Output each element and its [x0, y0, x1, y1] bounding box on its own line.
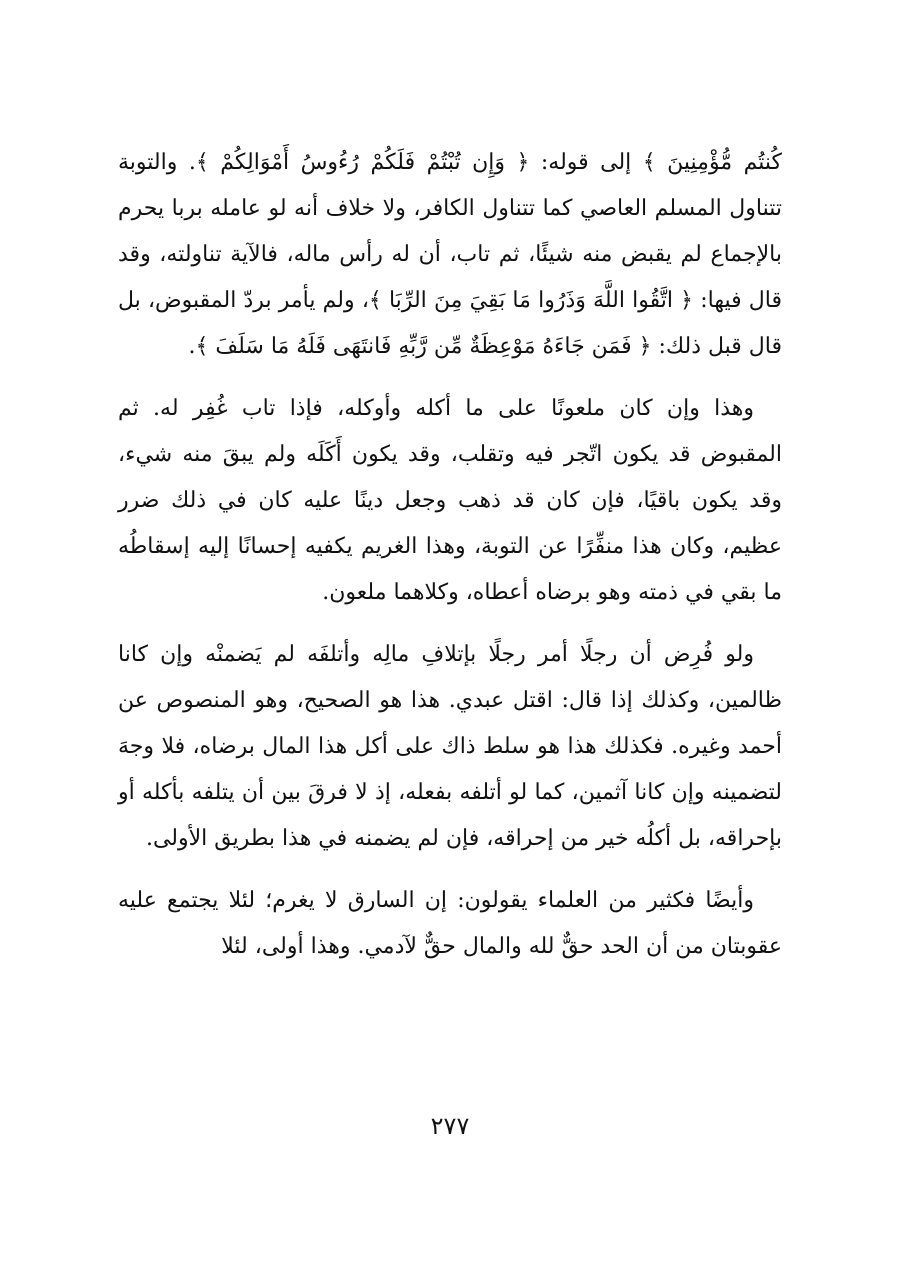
page-body: [118, 140, 782, 970]
paragraph-4: وأيضًا فكثير من العلماء يقولون: إن السارق لا يغرم؛ لئلا يجتمع عليه عقوبتان من أن الحد حقٌّ لله والمال حقٌّ لآدمي. وهذا أولى، لئلا: [118, 888, 782, 959]
paragraph-3: ولو فُرِض أن رجلًا أمر رجلًا بإتلافِ مالِه وأتلفَه لم يَضمنْه وإن كانا ظالمين، وكذلك إذا قال: اقتل عبدي. هذا هو الصحيح، وهو المنصوص عن أحمد وغيره. فكذلك هذا هو سلط ذاك على أكل هذا المال برضاه، فلا وجهَ لتضمينه وإن كانا آثمين، كما لو أتلفه بفعله، إذ لا فرقَ بين أن يتلفه بأكله أو بإحراقه، بل أكلُه خير من إحراقه، فإن لم يضمنه في هذا بطريق الأولى.: [118, 642, 782, 851]
page-number: ٢٧٧: [430, 1112, 470, 1140]
paragraph-2: وهذا وإن كان ملعونًا على ما أكله وأوكله، فإذا تاب غُفِر له. ثم المقبوض قد يكون اتّجر فيه وتقلب، وقد يكون أَكَلَه ولم يبقَ منه شيء، وقد يكون باقيًا، فإن كان قد ذهب وجعل دينًا عليه كان في ذلك ضرر عظيم، وكان هذا منفِّرًا عن التوبة، وهذا الغريم يكفيه إحسانًا إليه إسقاطُه ما بقي في ذمته وهو برضاه أعطاه، وكلاهما ملعون.: [118, 396, 782, 605]
paragraph-1: كُنتُم مُّؤْمِنِينَ ﴾ إلى قوله: ﴿ وَإِن تُبْتُمْ فَلَكُمْ رُءُوسُ أَمْوَالِكُمْ ﴾. والتوبة تتناول المسلم العاصي كما تتناول الكافر، ولا خلاف أنه لو عامله بربا يحرم بالإجماع لم يقبض منه شيئًا، ثم تاب، أن له رأس ماله، فالآية تناولته، وقد قال فيها: ﴿ اتَّقُوا اللَّهَ وَذَرُوا مَا بَقِيَ مِنَ الرِّبَا ﴾، ولم يأمر بردّ المقبوض، بل قال قبل ذلك: ﴿ فَمَن جَاءَهُ مَوْعِظَةٌ مِّن رَّبِّهِ فَانتَهَى فَلَهُ مَا سَلَفَ ﴾.: [118, 150, 782, 359]
